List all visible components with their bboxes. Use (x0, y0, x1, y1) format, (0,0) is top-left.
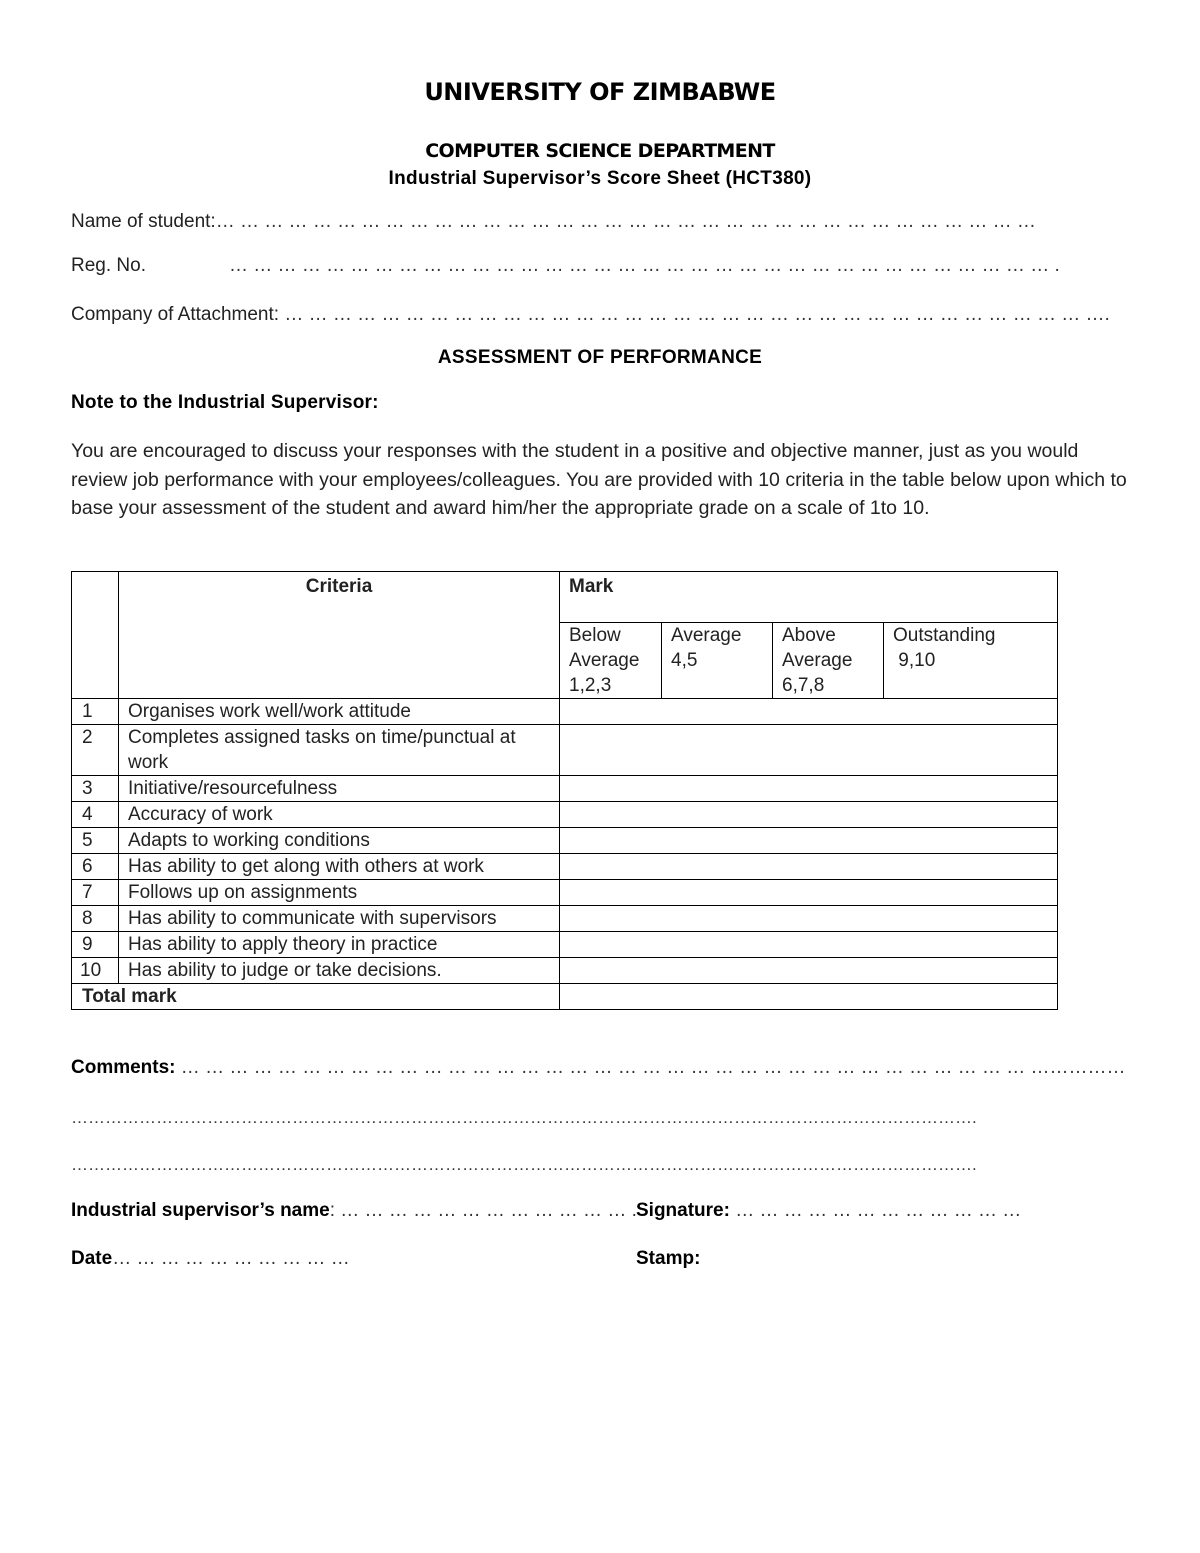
grade-label: Average (671, 625, 742, 646)
row-number: 10 (72, 958, 119, 984)
note-paragraph: You are encouraged to discuss your responses with the student in a positive and objective manner, just as you would review job performance with your employees/colleagues. You are provided with 10 criteria in the table below upon which to base your assessment of the student and award him/her the appropriate grade on a scale of 1to 10. (71, 440, 1127, 519)
comments-field[interactable] (71, 1057, 1126, 1079)
criterion-text: Has ability to communicate with supervisors (119, 906, 560, 932)
reg-no-field[interactable]: … … … … … … … … … … … … … … … … … … … … … … … … … … … … … … … … … … . (229, 255, 1060, 276)
criterion-text: Adapts to working conditions (119, 828, 560, 854)
signature-label: Signature: (636, 1200, 730, 1221)
criteria-header: Criteria (119, 572, 560, 699)
sheet-title: Industrial Supervisor’s Score Sheet (HCT380) (388, 168, 812, 189)
row-number: 9 (72, 932, 119, 958)
date-label: Date (71, 1248, 113, 1269)
assessment-heading: ASSESSMENT OF PERFORMANCE (437, 347, 763, 368)
department-title: COMPUTER SCIENCE DEPARTMENT (425, 140, 775, 162)
row-number: 4 (72, 802, 119, 828)
total-mark-cell[interactable] (560, 984, 1058, 1010)
signature-dots: … … … … … … … … … … … … (729, 1200, 1022, 1221)
comment-line-3[interactable]: ……………………………………………………………………………………………………………………………………………. (71, 1155, 977, 1174)
student-name-label: Name of student: (71, 211, 216, 232)
company-label: Company of Attachment: (71, 304, 280, 325)
mark-cell[interactable] (560, 725, 1058, 776)
table-row (72, 802, 1058, 828)
mark-header: Mark (560, 572, 1058, 623)
criterion-text: Accuracy of work (119, 802, 560, 828)
table-row (72, 854, 1058, 880)
grade-outstanding (884, 623, 1058, 699)
mark-cell[interactable] (560, 880, 1058, 906)
company-field[interactable] (71, 304, 1110, 326)
criterion-text: Follows up on assignments (119, 880, 560, 906)
grade-average (662, 623, 773, 699)
table-row (72, 828, 1058, 854)
table-row (72, 880, 1058, 906)
table-header-row (72, 572, 1058, 623)
grade-range: 4,5 (671, 650, 698, 671)
mark-cell[interactable] (560, 802, 1058, 828)
row-number: 7 (72, 880, 119, 906)
total-row (72, 984, 1058, 1010)
criterion-text: Initiative/resourcefulness (119, 776, 560, 802)
mark-cell[interactable] (560, 906, 1058, 932)
criterion-text: Has ability to get along with others at work (119, 854, 560, 880)
comments-dots: … … … … … … … … … … … … … … … … … … … … … … … … … … … … … … … … … … … …………… (175, 1057, 1126, 1078)
mark-cell[interactable] (560, 699, 1058, 725)
comment-line-2[interactable]: ……………………………………………………………………………………………………………………………………………. (71, 1108, 977, 1127)
mark-cell[interactable] (560, 958, 1058, 984)
signature-field[interactable] (636, 1200, 1021, 1222)
student-name-dots: … … … … … … … … … … … … … … … … … … … … … … … … … … … … … … … … … … (215, 211, 1036, 232)
stamp-label: Stamp: (636, 1248, 701, 1269)
row-number: 1 (72, 699, 119, 725)
table-row (72, 906, 1058, 932)
grade-above-average (773, 623, 884, 699)
reg-no-label: Reg. No. (71, 255, 146, 276)
score-table (71, 571, 1058, 1010)
date-field[interactable] (71, 1248, 350, 1270)
student-name-field[interactable] (71, 211, 1036, 233)
row-number: 8 (72, 906, 119, 932)
header-num-cell (72, 572, 119, 699)
row-number: 5 (72, 828, 119, 854)
company-dots: … … … … … … … … … … … … … … … … … … … … … … … … … … … … … … … … … …. (284, 304, 1110, 325)
row-number: 3 (72, 776, 119, 802)
supervisor-name-label: Industrial supervisor’s name (71, 1200, 330, 1221)
grade-range: 1,2,3 (569, 675, 612, 696)
total-mark-label: Total mark (72, 984, 560, 1010)
comments-label: Comments: (71, 1057, 176, 1078)
supervisor-name-field[interactable] (71, 1200, 637, 1222)
row-number: 2 (72, 725, 119, 776)
mark-cell[interactable] (560, 776, 1058, 802)
grade-label: Above Average (782, 625, 853, 671)
table-row (72, 725, 1058, 776)
university-title: UNIVERSITY OF ZIMBABWE (424, 78, 776, 106)
criterion-text: Organises work well/work attitude (119, 699, 560, 725)
grade-range: 6,7,8 (782, 675, 825, 696)
grade-label: Outstanding (893, 625, 996, 646)
table-row (72, 699, 1058, 725)
mark-cell[interactable] (560, 854, 1058, 880)
supervisor-name-dots: : … … … … … … … … … … … … . (329, 1200, 637, 1221)
mark-cell[interactable] (560, 932, 1058, 958)
grade-below-average (560, 623, 662, 699)
criterion-text: Has ability to judge or take decisions. (119, 958, 560, 984)
criterion-text: Has ability to apply theory in practice (119, 932, 560, 958)
mark-cell[interactable] (560, 828, 1058, 854)
row-number: 6 (72, 854, 119, 880)
note-heading: Note to the Industrial Supervisor: (71, 392, 379, 413)
grade-label: Below Average (569, 625, 640, 671)
table-row (72, 932, 1058, 958)
grade-range: 9,10 (893, 650, 936, 671)
date-dots: … … … … … … … … … … (112, 1248, 350, 1269)
criterion-text: Completes assigned tasks on time/punctual at work (119, 725, 560, 776)
table-row (72, 958, 1058, 984)
table-row (72, 776, 1058, 802)
